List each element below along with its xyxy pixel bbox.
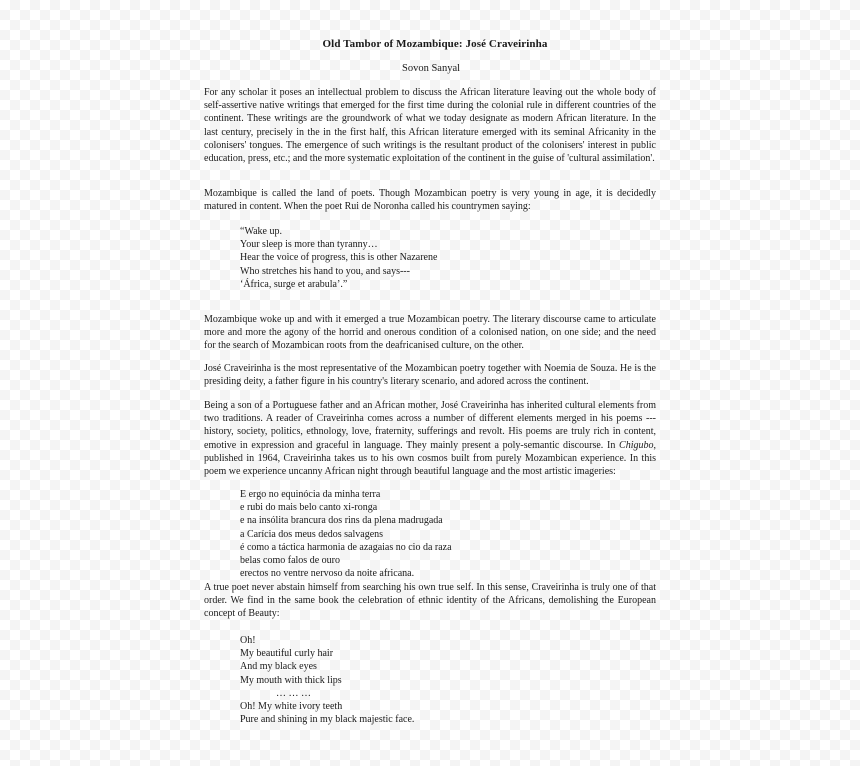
verse-line: e rubi do mais belo canto xi-ronga [240,502,378,514]
verse-beauty [240,634,414,726]
verse-line: Oh! [240,635,256,646]
paragraph-craveirinha-intro: José Craveirinha is the most representative of the Mozambican poetry together with Noemia de Souza. He is the presiding deity, a father figure in his country's literary scenario, and adored across the continent. [204,363,656,388]
verse-line: Hear the voice of progress, this is other Nazarene [240,252,438,264]
verse-line: Your sleep is more than tyranny… [240,239,378,251]
paragraph-mozambique-woke: Mozambique woke up and with it emerged a true Mozambican poetry. The literary discourse came to articulate more and more the agony of the horrid and onerous condition of a colonised nation, on one side; and the need for the search of Mozambican roots from the deafricanised culture, on the other. [204,314,656,352]
verse-line: Pure and shining in my black majestic face. [240,714,415,726]
verse-chigubo [240,488,452,580]
paragraph-text: Being a son of a Portuguese father and an African mother, José Craveirinha has inherited cultural elements from two traditions. A reader of Craveirinha comes across a number of different elements merged in his poems --- history, society, politics, ethnology, love, fraternity, sufferings and revolt. His poems are truly rich in content, emotive in expression and graceful in language. They mainly present a poly-semantic discourse. In [204,400,656,451]
verse-line: Oh! My white ivory teeth [240,701,343,713]
verse-line: “Wake up. [240,226,282,237]
paragraph-true-poet: A true poet never abstain himself from searching his own true self. In this sense, Craveirinha is truly one of that order. We find in the same book the celebration of ethnic identity of the Africans, demolishing the European concept of Beauty: [204,582,656,620]
book-title-chigubo: Chigubo [619,439,654,451]
verse-line: Who stretches his hand to you, and says--- [240,265,410,277]
verse-line: ‘África, surge et arabula’.” [240,278,348,290]
verse-line: erectos no ventre nervoso da noite africana. [240,568,415,580]
verse-line: é como a táctica harmonia de azagaias no cio da raza [240,541,452,553]
verse-noronha [240,225,437,291]
paragraph-heritage [204,399,656,478]
verse-line: E ergo no equinócia da minha terra [240,489,381,500]
paragraph-text: , published in 1964, Craveirinha takes us to his own cosmos built from purely Mozambican experience. In this poem we experience uncanny African night through beautiful language and the most artistic imageries: [204,439,656,478]
paragraph-intro: For any scholar it poses an intellectual problem to discuss the African literature leaving out the whole body of self-assertive native writings that emerged for the first time during the colonial rule in different countries of the continent. These writings are the groundwork of what we today designate as modern African literature. In the last century, precisely in the in the first half, this African literature emerged with its seminal Africanity in the colonisers' tongues. The emergence of such writings is the resultant product of the colonisers' interest in public education, press, etc.; and the more systematic exploitation of the continent in the guise of 'cultural assimilation'. [204,87,656,165]
verse-line: e na insólita brancura dos rins da plena madrugada [240,515,443,527]
verse-line: And my black eyes [240,661,317,673]
verse-line: a Carícia dos meus dedos salvagens [240,528,384,540]
verse-ellipsis: … … … [276,687,311,699]
verse-line: belas como falos de ouro [240,555,340,567]
author-name: Sovon Sanyal [402,63,461,74]
verse-line: My mouth with thick lips [240,674,342,686]
verse-line: My beautiful curly hair [240,648,334,660]
article-title: Old Tambor of Mozambique: José Craveirinha [322,38,548,50]
paragraph-land-of-poets: Mozambique is called the land of poets. Though Mozambican poetry is very young in age, it is decidedly matured in content. When the poet Rui de Noronha called his countrymen saying: [204,188,656,213]
